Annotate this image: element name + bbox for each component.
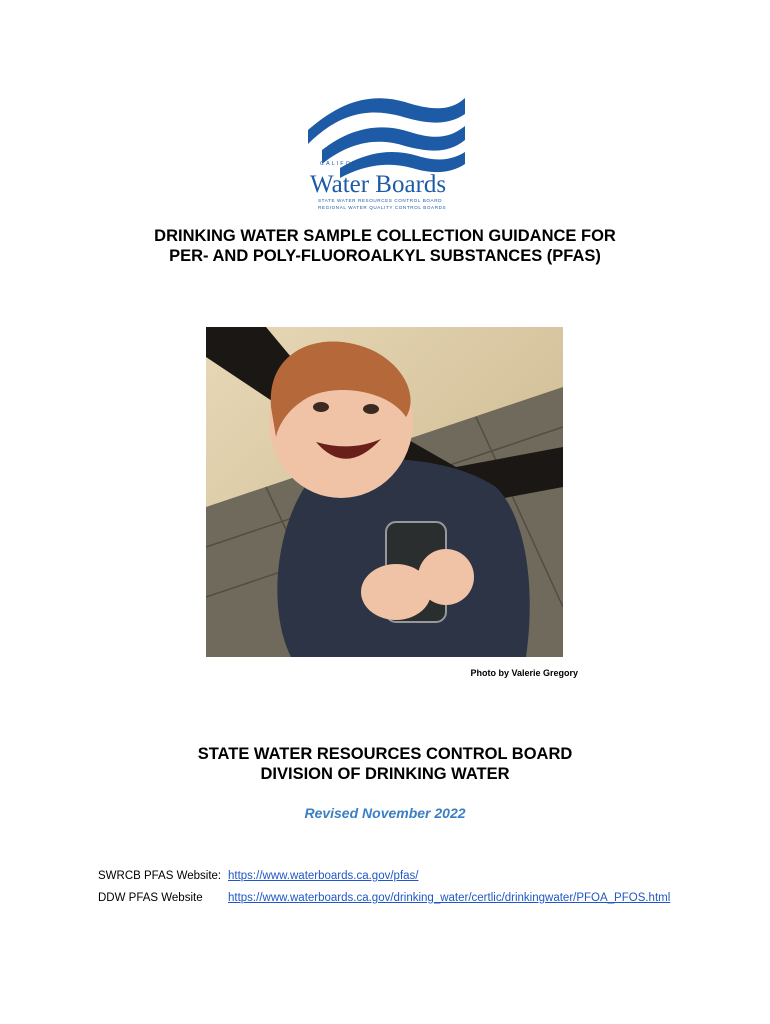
- ddw-pfas-link[interactable]: https://www.waterboards.ca.gov/drinking_water/certlic/drinkingwater/PFOA_PFOS.html: [228, 892, 671, 904]
- ddw-link-row: [98, 892, 670, 914]
- revision-date: Revised November 2022: [304, 805, 466, 821]
- agency-name: [0, 744, 770, 784]
- water-boards-logo: [300, 92, 470, 217]
- document-title: [0, 226, 770, 266]
- website-links: [98, 870, 670, 914]
- ddw-link-label: DDW PFAS Website: [98, 892, 203, 904]
- svg-text:STATE WATER RESOURCES CONTROL: STATE WATER RESOURCES CONTROL BOARD: [318, 198, 443, 203]
- svg-text:Water Boards: Water Boards: [310, 171, 447, 198]
- agency-name-line-1: STATE WATER RESOURCES CONTROL BOARD: [197, 745, 573, 763]
- water-boards-logo-graphic: [300, 92, 470, 217]
- agency-name-line-2: DIVISION OF DRINKING WATER: [260, 765, 510, 783]
- document-title-line-2: PER- AND POLY-FLUOROALKYL SUBSTANCES (PFAS): [169, 247, 601, 265]
- cover-photo: [206, 327, 563, 657]
- swrcb-link-row: [98, 870, 670, 892]
- swrcb-link-label: SWRCB PFAS Website:: [98, 870, 222, 882]
- document-title-line-1: DRINKING WATER SAMPLE COLLECTION GUIDANCE FOR: [154, 227, 616, 245]
- swrcb-pfas-link[interactable]: https://www.waterboards.ca.gov/pfas/: [228, 870, 419, 882]
- svg-text:CALIFORNIA: CALIFORNIA: [320, 161, 374, 167]
- child-with-glass-photo: [206, 327, 563, 657]
- photo-credit: Photo by Valerie Gregory: [470, 668, 578, 678]
- svg-text:REGIONAL WATER QUALITY CONTROL: REGIONAL WATER QUALITY CONTROL BOARDS: [318, 205, 447, 210]
